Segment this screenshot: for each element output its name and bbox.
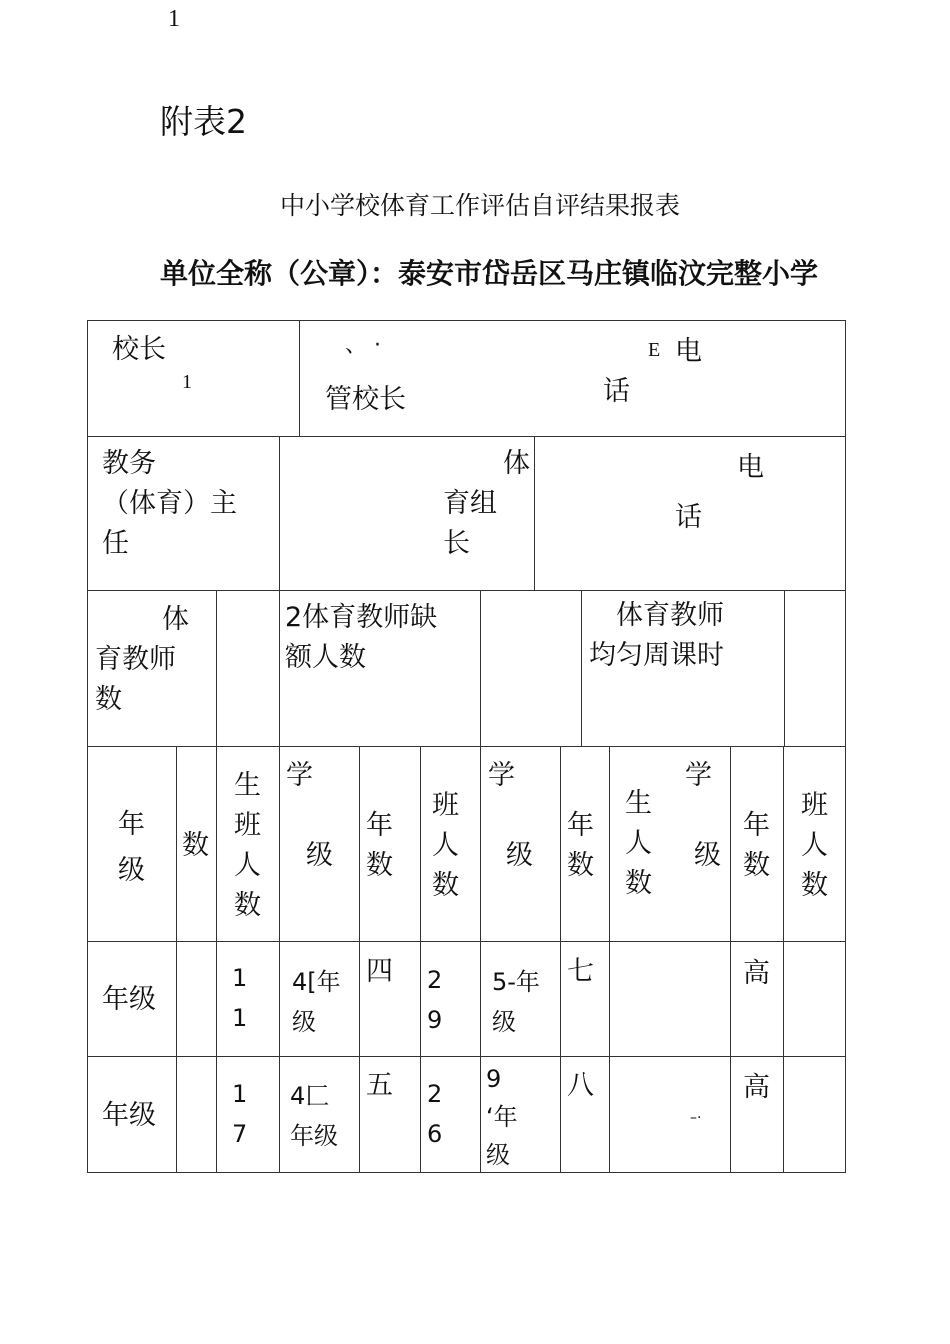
row6-grade: 年级 <box>102 1100 156 1131</box>
header-class-size-3: 班 人 数 <box>801 790 828 901</box>
header-students-2a: 学 <box>488 760 515 791</box>
header-class-size: 生 班 人 数 <box>234 770 261 921</box>
director-label: 教务 （体育）主 任 <box>102 448 237 559</box>
header-students-3c: 级 <box>694 840 721 871</box>
row6-mark: –· <box>690 1110 702 1126</box>
e-mark: E <box>648 339 661 361</box>
phone-label-b: 话 <box>603 376 630 407</box>
row6-cell-2 <box>176 1056 217 1173</box>
row5-cell-9 <box>609 941 731 1057</box>
row6-students: 2 6 <box>427 1080 443 1148</box>
row5-grade-name-2: 七 <box>567 956 594 987</box>
row6-grade-name-2: 八 <box>567 1070 594 1101</box>
cell-teacher-count-value <box>216 590 280 747</box>
header-class-size-2: 班 人 数 <box>432 790 459 901</box>
header-year-count-3: 年 数 <box>743 810 770 881</box>
row5-grade-name: 四 <box>366 956 393 987</box>
row5-class-2: 5-年 级 <box>492 968 540 1036</box>
row5-class: 4[年 级 <box>292 968 341 1036</box>
row5-cell-11 <box>783 941 846 1057</box>
header-count: 数 <box>182 830 209 861</box>
row6-cell-11 <box>783 1056 846 1173</box>
pe-head-label-b: 育组 长 <box>443 488 497 559</box>
row5-cell-2 <box>176 941 217 1057</box>
row5-grade: 年级 <box>102 984 156 1015</box>
header-students-a: 学 <box>286 760 313 791</box>
row6-grade-name: 五 <box>366 1070 393 1101</box>
principal-mark: 1 <box>182 371 192 393</box>
principal-label: 校长 <box>112 334 166 365</box>
row6-cell-3 <box>216 1056 280 1173</box>
row6-cell-9 <box>609 1056 731 1173</box>
header-students-2b: 级 <box>506 840 533 871</box>
phone-label-b: 话 <box>675 502 702 533</box>
header-students-3b: 生 人 数 <box>625 788 652 899</box>
teacher-count-label-b: 育教师 数 <box>95 644 176 715</box>
unit-name: 单位全称（公章）：泰安市岱岳区马庄镇临汶完整小学 <box>160 257 819 290</box>
shortage-label: 2体育教师缺 额人数 <box>285 602 438 673</box>
vice-principal-label: 管校长 <box>325 384 406 415</box>
avg-hours-label: 体育教师 均匀周课时 <box>589 600 724 671</box>
row5-count: 1 1 <box>232 964 248 1032</box>
pe-head-label-a: 体 <box>503 448 530 479</box>
header-year-count-2: 年 数 <box>567 810 594 881</box>
row6-class-2: 9 ‘年 级 <box>486 1065 518 1169</box>
page-number: 1 <box>168 6 180 32</box>
row5-students: 2 9 <box>427 966 443 1034</box>
appendix-label: 附表2 <box>160 102 247 141</box>
header-students-3a: 学 <box>685 760 712 791</box>
cell-avg-hours-value <box>784 590 846 747</box>
phone-label-a: 电 <box>737 452 764 483</box>
row5-high: 高 <box>743 958 770 989</box>
row6-high: 高 <box>743 1072 770 1103</box>
header-year-count: 年 数 <box>366 810 393 881</box>
phone-label-a: 电 <box>675 336 702 367</box>
teacher-count-label-a: 体 <box>162 604 189 635</box>
marks-text: 、 · <box>345 333 381 358</box>
row5-cell-3 <box>216 941 280 1057</box>
header-students-b: 级 <box>306 840 333 871</box>
row6-count: 1 7 <box>232 1080 248 1148</box>
form-title: 中小学校体育工作评估自评结果报表 <box>280 191 681 220</box>
row6-class: 4匚 年级 <box>290 1082 338 1150</box>
cell-shortage-value <box>480 590 582 747</box>
header-grade: 年 级 <box>118 809 145 886</box>
